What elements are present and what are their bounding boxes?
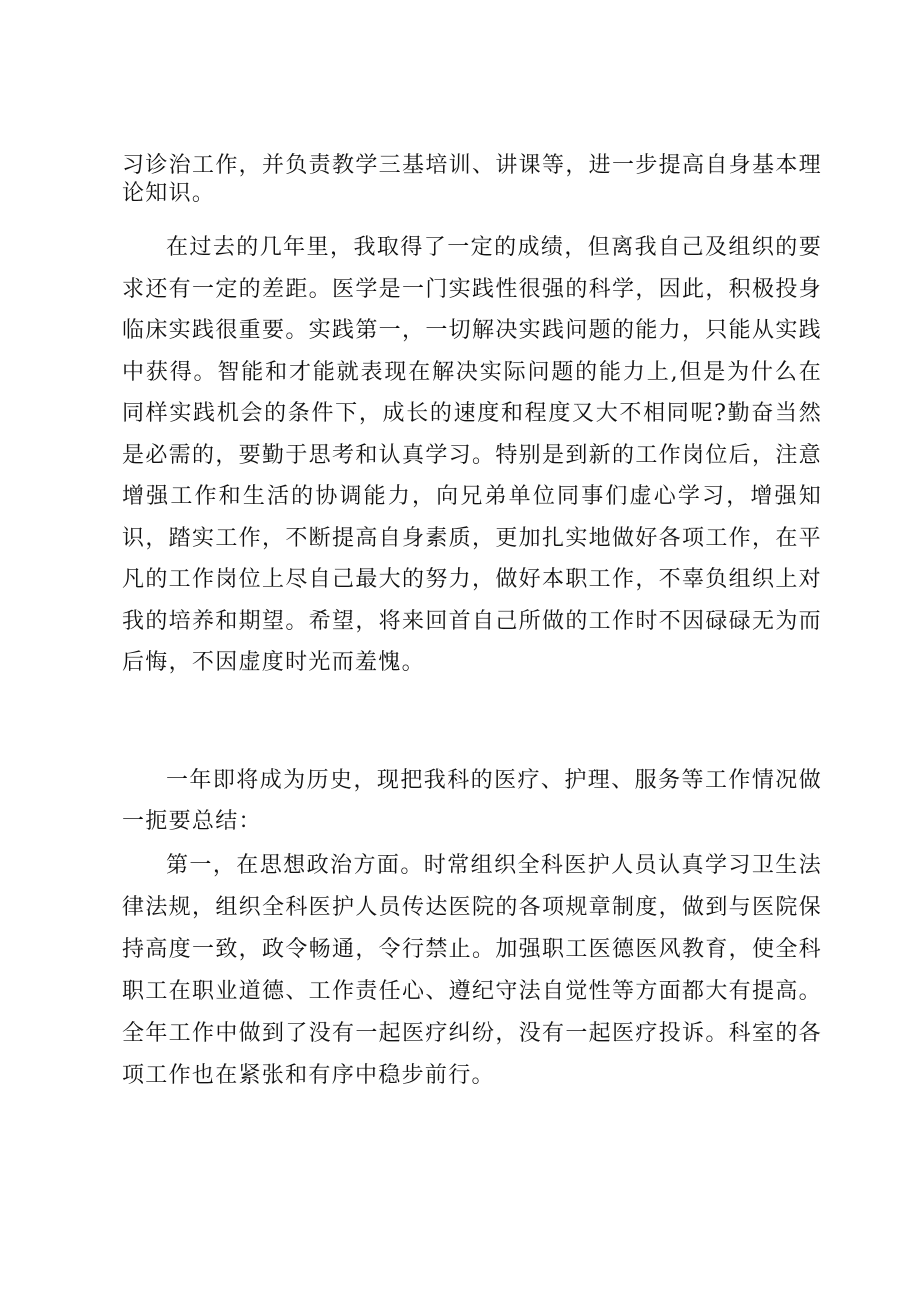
paragraph-reflection: 在过去的几年里，我取得了一定的成绩，但离我自己及组织的要求还有一定的差距。医学是一门实践性很强的科学，因此，积极投身临床实践很重要。实践第一，一切解决实践问题的能力，只能从实践中获得。智能和才能就表现在解决实际问题的能力上,但是为什么在同样实践机会的条件下，成长的速度和程度又大不相同呢?勤奋当然是必需的，要勤于思考和认真学习。特别是到新的工作岗位后，注意增强工作和生活的协调能力，向兄弟单位同事们虚心学习，增强知识，踏实工作，不断提高自身素质，更加扎实地做好各项工作，在平凡的工作岗位上尽自己最大的努力，做好本职工作，不辜负组织上对我的培养和期望。希望，将来回首自己所做的工作时不因碌碌无为而后悔，不因虚度时光而羞愧。 xyxy=(122,235,822,675)
paragraph-continuation: 习诊治工作，并负责教学三基培训、讲课等，进一步提高自身基本理论知识。 xyxy=(122,153,822,206)
paragraph-summary-intro: 一年即将成为历史，现把我科的医疗、护理、服务等工作情况做一扼要总结： xyxy=(122,768,822,834)
paragraph-political-work: 第一，在思想政治方面。时常组织全科医护人员认真学习卫生法律法规，组织全科医护人员传达医院的各项规章制度，做到与医院保持高度一致，政令畅通，令行禁止。加强职工医德医风教育，使全科职工在职业道德、工作责任心、遵纪守法自觉性等方面都大有提高。全年工作中做到了没有一起医疗纠纷，没有一起医疗投诉。科室的各项工作也在紧张和有序中稳步前行。 xyxy=(122,853,822,1088)
